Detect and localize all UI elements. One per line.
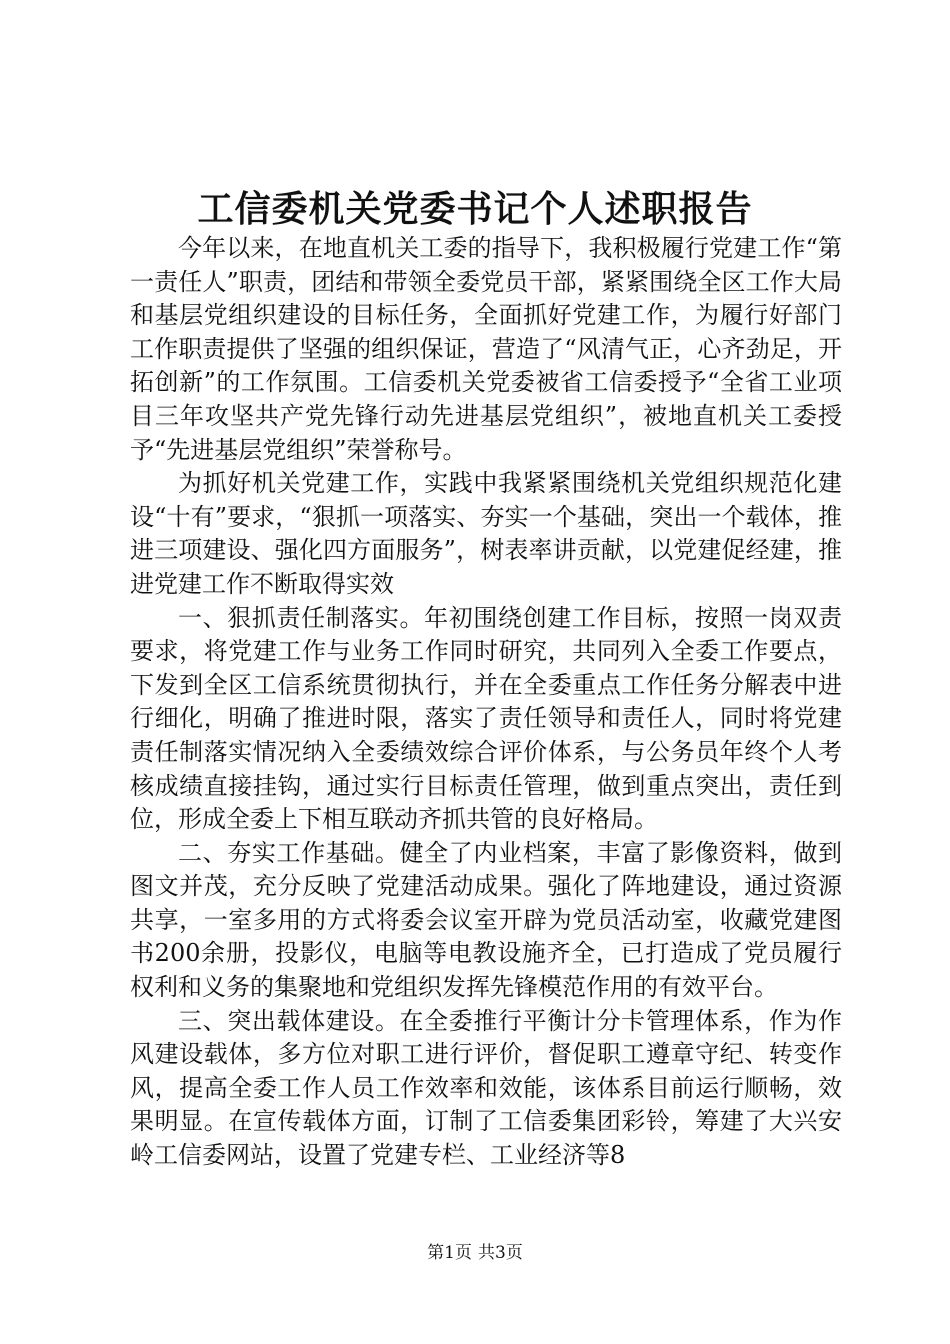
document-title: 工信委机关党委书记个人述职报告 [197, 188, 753, 230]
document-body [130, 232, 842, 1173]
page-number: 第1页 [427, 1243, 472, 1263]
page-total: 共3页 [478, 1243, 523, 1263]
paragraph-section-2: 二、夯实工作基础。健全了内业档案，丰富了影像资料，做到图文并茂，充分反映了党建活动成果。强化了阵地建设，通过资源共享，一室多用的方式将委会议室开辟为党员活动室，收藏党建图书200余册，投影仪，电脑等电教设施齐全，已打造成了党员履行权利和义务的集聚地和党组织发挥先锋模范作用的有效平台。 [130, 838, 842, 1002]
paragraph-intro: 今年以来，在地直机关工委的指导下，我积极履行党建工作“第一责任人”职责，团结和带领全委党员干部，紧紧围绕全区工作大局和基层党组织建设的目标任务，全面抓好党建工作，为履行好部门工作职责提供了坚强的组织保证，营造了“风清气正，心齐劲足，开拓创新”的工作氛围。工信委机关党委被省工信委授予“全省工业项目三年攻坚共产党先锋行动先进基层党组织”，被地直机关工委授予“先进基层党组织”荣誉称号。 [130, 234, 842, 464]
paragraph-section-1: 一、狠抓责任制落实。年初围绕创建工作目标，按照一岗双责要求，将党建工作与业务工作同时研究，共同列入全委工作要点，下发到全区工信系统贯彻执行，并在全委重点工作任务分解表中进行细化，明确了推进时限，落实了责任领导和责任人，同时将党建责任制落实情况纳入全委绩效综合评价体系，与公务员年终个人考核成绩直接挂钩，通过实行目标责任管理，做到重点突出，责任到位，形成全委上下相互联动齐抓共管的良好格局。 [130, 603, 842, 834]
paragraph-overview: 为抓好机关党建工作，实践中我紧紧围绕机关党组织规范化建设“十有”要求，“狠抓一项落实、夯实一个基础，突出一个载体，推进三项建设、强化四方面服务”，树表率讲贡献，以党建促经建，推进党建工作不断取得实效 [130, 469, 842, 598]
page-footer [0, 1241, 950, 1265]
paragraph-section-3: 三、突出载体建设。在全委推行平衡计分卡管理体系，作为作风建设载体，多方位对职工进行评价，督促职工遵章守纪、转变作风，提高全委工作人员工作效率和效能，该体系目前运行顺畅，效果明显。在宣传载体方面，订制了工信委集团彩铃，筹建了大兴安岭工信委网站，设置了党建专栏、工业经济等8 [130, 1006, 842, 1170]
